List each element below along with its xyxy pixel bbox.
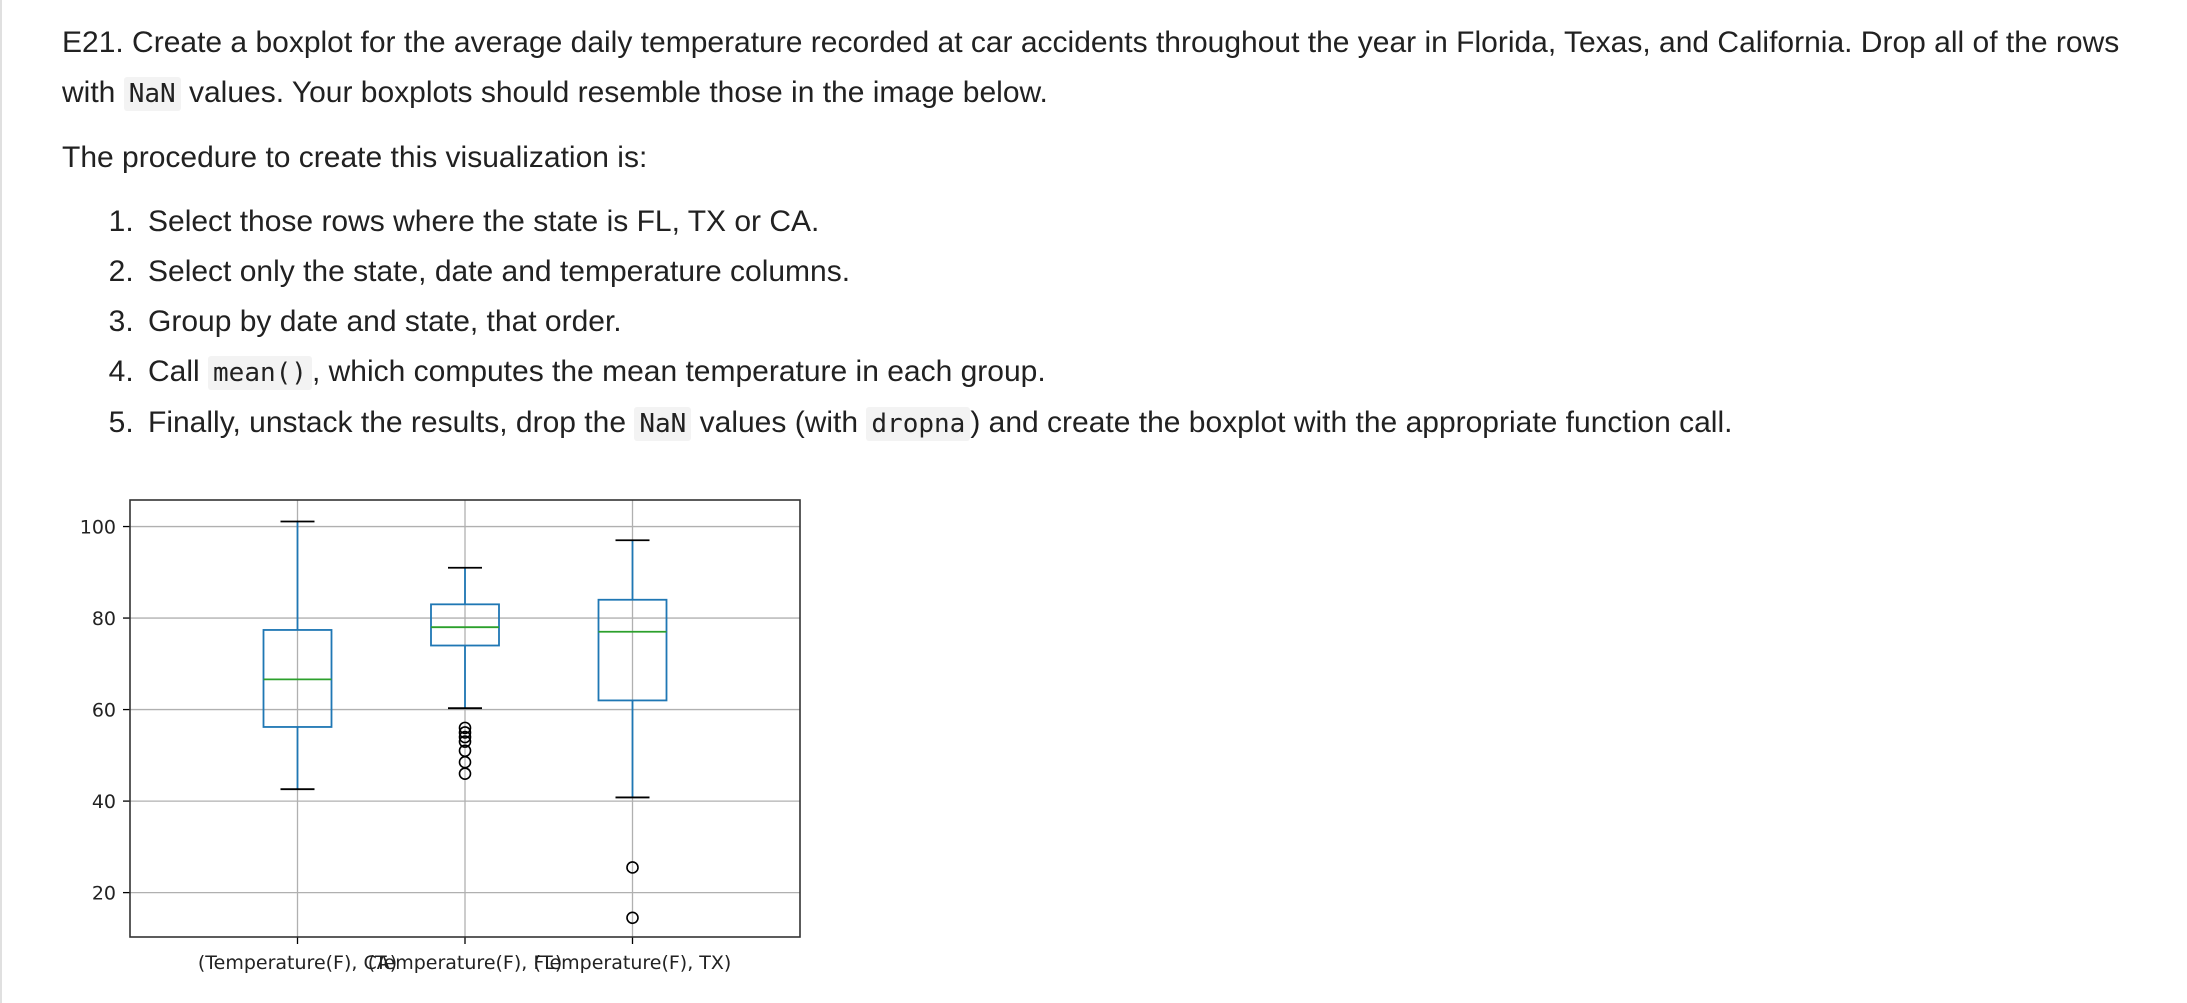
step-3: 3. Group by date and state, that order.: [142, 297, 2152, 347]
inline-code-nan-2: NaN: [634, 407, 691, 441]
step-4: 4. Call mean() , which computes the mean temperature in each group.: [142, 347, 2152, 398]
x-tick-label-2: (Temperature(F), TX): [533, 952, 732, 974]
inline-code-nan: NaN: [124, 77, 181, 111]
y-tick-label-2: 60: [91, 699, 116, 722]
boxplot-figure: [62, 490, 822, 985]
y-tick-label-0: 20: [91, 882, 116, 905]
y-tick-label-3: 80: [91, 608, 116, 631]
statement-text-1: E21. Create a boxplot for the average daily temperature recorded at car accidents throughout the year in Florida, Texas, and California. Drop all of the rows with: [62, 26, 2120, 109]
x-tick-label-0: (Temperature(F), CA): [197, 952, 398, 974]
y-tick-label-4: 100: [79, 516, 116, 539]
exercise-statement: [62, 18, 2152, 119]
statement-text-2: values. Your boxplots should resemble those in the image below.: [180, 76, 1048, 109]
inline-code-mean: mean(): [208, 356, 312, 390]
procedure-steps: [62, 197, 2152, 449]
procedure-intro: The procedure to create this visualization is:: [62, 141, 648, 174]
step-1: 1. Select those rows where the state is FL, TX or CA.: [142, 197, 2152, 247]
cell-left-border: [0, 0, 2, 1003]
markdown-cell: [62, 18, 2152, 449]
inline-code-dropna: dropna: [866, 407, 970, 441]
step-5: 5. Finally, unstack the results, drop the NaN values (with dropna ) and create the boxplot with the appropriate function call.: [142, 398, 2152, 449]
x-tick-label-1: (Temperature(F), FL): [367, 952, 563, 974]
step-2: 2. Select only the state, date and temperature columns.: [142, 247, 2152, 297]
boxplot-chart: [62, 490, 822, 980]
y-tick-label-1: 40: [91, 791, 116, 814]
